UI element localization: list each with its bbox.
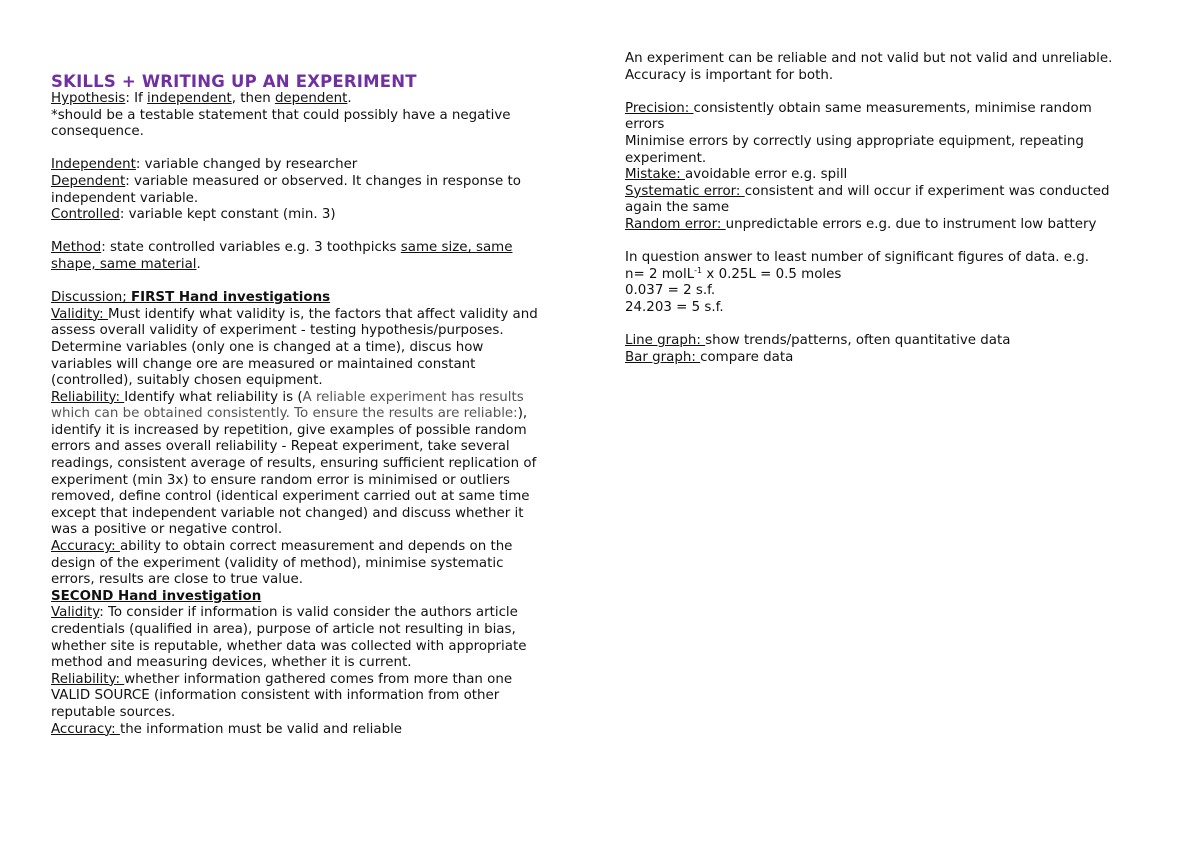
second-validity-text-0: : To consider if information is valid consider the authors article: [99, 605, 518, 621]
mistake-line: [625, 167, 1165, 184]
second-accuracy-label: Accuracy:: [51, 721, 120, 737]
first-reliability-text-0: identify it is increased by repetition, give examples of possible random: [51, 422, 527, 438]
minimise-line-1: Minimise errors by correctly using appropriate equipment, repeating: [625, 133, 1084, 149]
first-validity-text-1: assess overall validity of experiment - testing hypothesis/purposes.: [51, 323, 504, 339]
first-reliability-text-6: was a positive or negative control.: [51, 522, 283, 538]
mistake-text: avoidable error e.g. spill: [685, 167, 848, 183]
first-reliability-text-4: removed, define control (identical experiment carried out at same time: [51, 489, 530, 505]
first-validity-text-3: variables will change ore are measured or maintained constant: [51, 356, 476, 372]
document-title: SKILLS + WRITING UP AN EXPERIMENT: [51, 72, 417, 91]
method-underlined-1: same size, same: [400, 240, 513, 256]
hypothesis-dependent: dependent: [274, 91, 348, 106]
independent-text: : variable changed by researcher: [135, 157, 358, 173]
first-validity-line: [51, 307, 581, 324]
dependent-text-2: independent variable.: [51, 190, 199, 206]
first-accuracy-text-2: errors, results are close to true value.: [51, 572, 303, 588]
random-text: unpredictable errors e.g. due to instrument low battery: [725, 216, 1097, 232]
second-reliability-text-0: whether information gathered comes from more than one: [124, 671, 513, 687]
spacer: [51, 224, 581, 241]
hypothesis-end: .: [347, 91, 352, 106]
first-validity-label: Validity:: [51, 306, 108, 322]
systematic-line: [625, 184, 1165, 201]
line-graph-text: show trends/patterns, often quantitative data: [705, 333, 1011, 349]
first-reliability-label: Reliability:: [51, 389, 125, 405]
first-validity-text-4: (controlled), suitably chosen equipment.: [51, 373, 323, 389]
second-reliability-text-2: reputable sources.: [51, 704, 176, 720]
sig-figs-line-2: [625, 267, 1165, 284]
second-reliability-text-1: VALID SOURCE (information consistent with information from other: [51, 688, 500, 704]
hypothesis-label: Hypothesis: [51, 91, 126, 106]
spacer: [625, 317, 1165, 334]
hypothesis-independent: independent: [147, 91, 232, 106]
first-accuracy-text-1: design of the experiment (validity of method), minimise systematic: [51, 555, 504, 571]
sig-figs-line-3: 0.037 = 2 s.f.: [625, 283, 716, 299]
second-validity-label: Validity: [51, 605, 100, 621]
hypothesis-colon: : If: [125, 91, 148, 106]
hypothesis-then: , then: [231, 91, 275, 106]
first-accuracy-label: Accuracy:: [51, 539, 120, 555]
method-line: [51, 240, 581, 257]
first-reliability-line-2: [51, 406, 581, 423]
right-column: [625, 51, 1165, 366]
first-accuracy-text-0: ability to obtain correct measurement and depends on the: [119, 539, 513, 555]
sig-figs-superscript: -1: [694, 265, 703, 275]
method-label: Method: [51, 240, 102, 256]
second-validity-line: [51, 605, 581, 622]
hypothesis-note-2: consequence.: [51, 124, 144, 140]
independent-label: Independent: [51, 157, 136, 173]
spacer: [51, 274, 581, 291]
method-line-2: [51, 257, 581, 274]
second-validity-text-2: whether site is reputable, whether data was collected with appropriate: [51, 638, 527, 654]
sig-figs-line-1: In question answer to least number of significant figures of data. e.g.: [625, 250, 1090, 266]
systematic-text-2: again the same: [625, 200, 730, 216]
first-reliability-text-5: except that independent variable not changed) and discuss whether it: [51, 505, 524, 521]
second-accuracy-line: [51, 722, 581, 739]
dependent-label: Dependent: [51, 173, 126, 189]
first-reliability-close: ),: [517, 406, 528, 422]
first-reliability-definition-1: A reliable experiment has results: [302, 389, 524, 405]
first-hand-heading: FIRST Hand investigations: [130, 290, 331, 306]
line-graph-line: [625, 333, 1165, 350]
precision-text-1: consistently obtain same measurements, minimise random: [693, 100, 1092, 116]
first-reliability-text-1: errors and asses overall reliability - Repeat experiment, take several: [51, 439, 510, 455]
controlled-line: [51, 207, 581, 224]
second-hand-heading: SECOND Hand investigation: [51, 588, 262, 604]
intro-line-1: An experiment can be reliable and not valid but not valid and unreliable.: [625, 51, 1113, 66]
first-accuracy-line: [51, 539, 581, 556]
second-reliability-label: Reliability:: [51, 671, 125, 687]
systematic-text-1: consistent and will occur if experiment was conducted: [744, 183, 1110, 199]
hypothesis-line: [51, 91, 581, 108]
intro-line-2: Accuracy is important for both.: [625, 67, 834, 83]
spacer: [625, 84, 1165, 101]
precision-label: Precision:: [625, 100, 694, 116]
first-validity-text-0: Must identify what validity is, the factors that affect validity and: [107, 306, 538, 322]
line-graph-label: Line graph:: [625, 333, 706, 349]
mistake-label: Mistake:: [625, 167, 685, 183]
spacer: [625, 234, 1165, 251]
random-label: Random error:: [625, 216, 726, 232]
method-end: .: [196, 256, 201, 272]
first-reliability-definition-2: which can be obtained consistently. To ensure the results are reliable:: [51, 406, 518, 422]
first-reliability-text-2: readings, consistent average of results, ensuring sufficient replication of: [51, 456, 537, 472]
first-reliability-line: [51, 390, 581, 407]
discussion-heading: [51, 290, 581, 307]
systematic-label: Systematic error:: [625, 183, 745, 199]
first-reliability-text-3: experiment (min 3x) to ensure random error is minimised or outliers: [51, 472, 510, 488]
sig-figs-line-2b: x 0.25L = 0.5 moles: [702, 266, 842, 282]
bar-graph-line: [625, 350, 1165, 367]
controlled-text: : variable kept constant (min. 3): [119, 207, 336, 223]
bar-graph-text: compare data: [700, 349, 794, 365]
second-validity-text-3: method and measuring devices, whether it is current.: [51, 655, 412, 671]
bar-graph-label: Bar graph:: [625, 349, 701, 365]
sig-figs-line-2a: n= 2 molL: [625, 266, 695, 282]
random-line: [625, 217, 1165, 234]
precision-line: [625, 101, 1165, 118]
method-text: : state controlled variables e.g. 3 toothpicks: [101, 240, 401, 256]
second-validity-text-1: credentials (qualified in area), purpose of article not resulting in bias,: [51, 622, 516, 637]
spacer: [51, 141, 581, 158]
hypothesis-note-1: *should be a testable statement that could possibly have a negative: [51, 107, 511, 123]
precision-text-2: errors: [625, 117, 665, 133]
first-reliability-intro: Identify what reliability is (: [124, 389, 303, 405]
minimise-line-2: experiment.: [625, 150, 707, 166]
dependent-line: [51, 174, 581, 191]
discussion-label: Discussion;: [51, 290, 131, 306]
second-reliability-line: [51, 672, 581, 689]
method-underlined-2: shape, same material: [51, 256, 197, 272]
second-accuracy-text: the information must be valid and reliable: [119, 721, 403, 737]
controlled-label: Controlled: [51, 207, 120, 223]
sig-figs-line-4: 24.203 = 5 s.f.: [625, 299, 724, 315]
left-column: [51, 72, 581, 738]
dependent-text-1: : variable measured or observed. It changes in response to: [125, 173, 521, 189]
independent-line: [51, 157, 581, 174]
first-validity-text-2: Determine variables (only one is changed at a time), discus how: [51, 339, 484, 355]
